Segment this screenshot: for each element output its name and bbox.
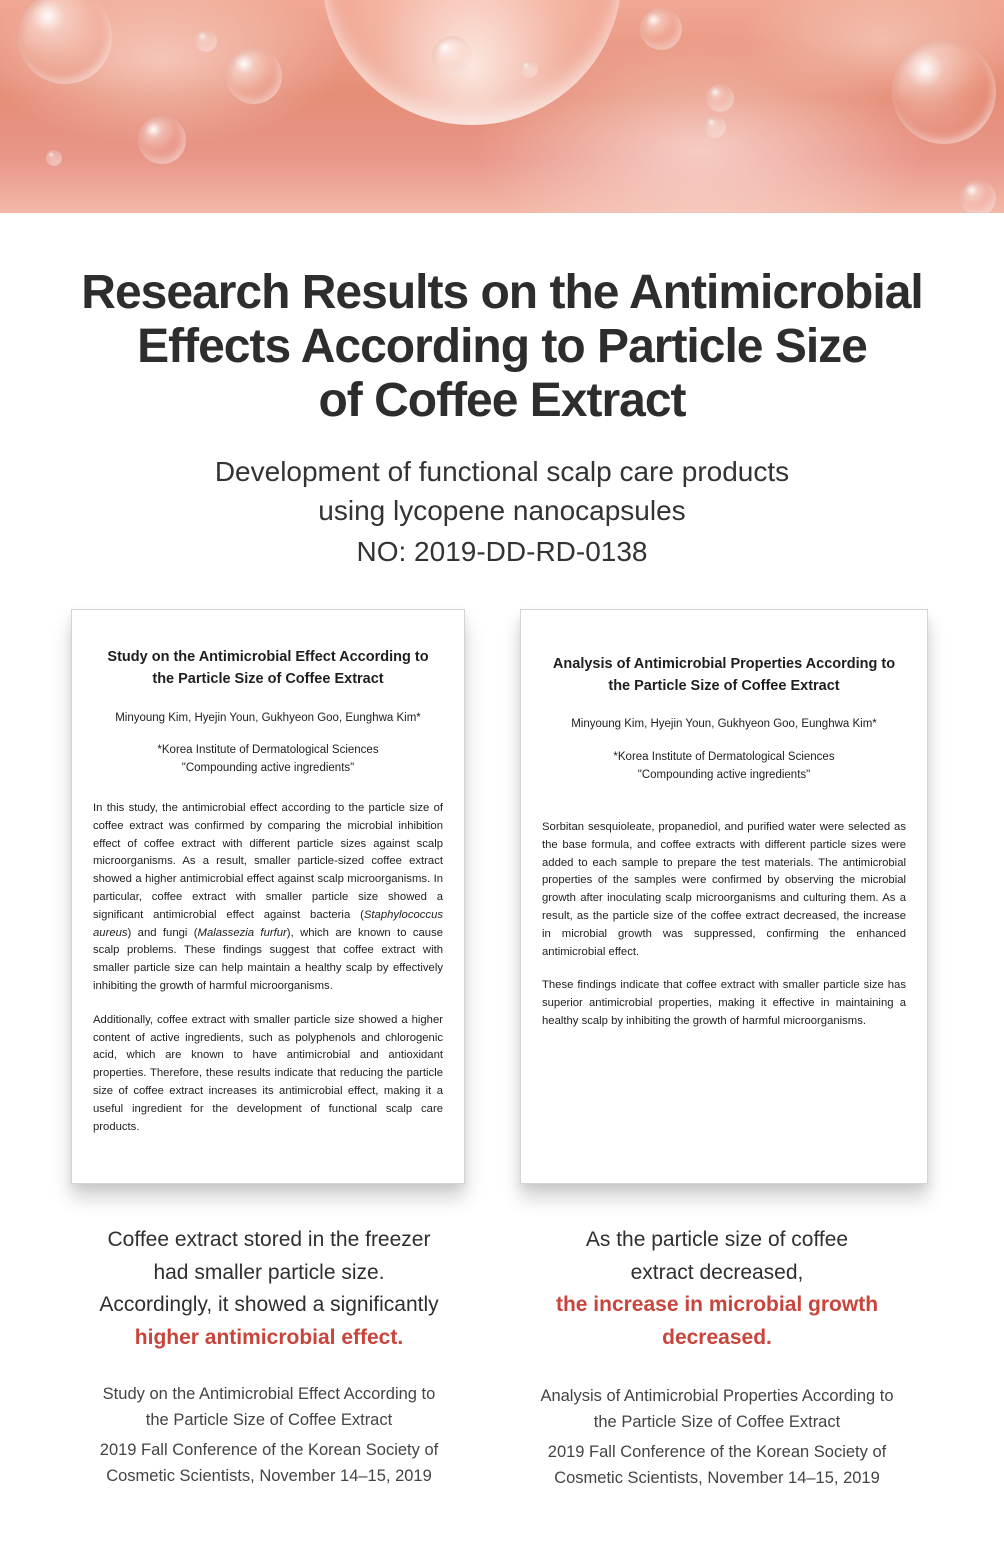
project-subtitle [0,452,1004,571]
affiliation-line: "Compounding active ingredients" [181,762,355,774]
citation-conference-line: Cosmetic Scientists, November 14–15, 2019 [554,1469,880,1487]
bubble-image [892,40,996,144]
summary-right [497,1224,937,1354]
paper-abstract [542,819,906,1031]
bubble-image [960,180,996,213]
paper-title-line: the Particle Size of Coffee Extract [608,678,840,694]
paper-affiliation [72,741,464,777]
paper-title-line: Analysis of Antimicrobial Properties According to [552,656,896,672]
citation-title-line: Study on the Antimicrobial Effect According to [102,1385,436,1403]
page-title-line: of Coffee Extract [318,374,686,427]
project-number: NO: 2019-DD-RD-0138 [356,536,648,567]
affiliation-line: *Korea Institute of Dermatological Sciences [613,751,835,763]
paper-title-line: Study on the Antimicrobial Effect According to [107,649,429,665]
citation-title-line: the Particle Size of Coffee Extract [145,1411,393,1429]
abstract-paragraph: Additionally, coffee extract with smaller particle size showed a higher content of active ingredients, such as polyphenols and chlorogenic acid, which are known to have antimicrobial and antioxidant properties. Therefore, these results indicate that reducing the particle size of coffee extract increases its antimicrobial effect, making it a useful ingredient for the development of functional scalp care products. [93,1013,443,1133]
citation-conference-line: Cosmetic Scientists, November 14–15, 2019 [106,1467,432,1485]
summary-line: had smaller particle size. [153,1260,385,1284]
affiliation-line: *Korea Institute of Dermatological Sciences [157,744,379,756]
paper-card-right [520,609,928,1184]
page-title-line: Research Results on the Antimicrobial [81,266,923,319]
summary-highlight: higher antimicrobial effect. [134,1325,404,1349]
citation-conference-line: 2019 Fall Conference of the Korean Society of [547,1443,887,1461]
bubble-image [18,0,112,84]
summary-line: Accordingly, it showed a significantly [99,1293,439,1316]
bubble-image [520,60,538,78]
bubble-image [706,84,734,112]
summary-left [49,1224,489,1354]
summary-line: extract decreased, [630,1260,804,1284]
paper-title [521,653,927,697]
abstract-paragraph: These findings indicate that coffee extract with smaller particle size has superior antimicrobial properties, making it effective in maintaining a healthy scalp by inhibiting the growth of harmful microorganisms. [542,979,906,1027]
hero-banner [0,0,1004,213]
summary-line: Coffee extract stored in the freezer [107,1228,431,1251]
serum-drop-image [322,0,622,125]
citation-title-line: the Particle Size of Coffee Extract [593,1413,841,1431]
subtitle-line: Development of functional scalp care products [214,456,790,487]
bubble-image [640,8,682,50]
subtitle-line: using lycopene nanocapsules [318,495,686,526]
summary-highlight: the increase in microbial growth [555,1293,879,1316]
paper-abstract [93,800,443,1136]
citation-conference [497,1439,937,1491]
bubble-image [226,48,282,104]
abstract-paragraph: Sorbitan sesquioleate, propanediol, and purified water were selected as the base formula, and coffee extracts with different particle sizes were added to each sample to prepare the test materials. The antimicrobial properties of the samples were confirmed by observing the microbial growth after inoculating scalp microorganisms and culturing them. As a result, as the particle size of the coffee extract decreased, the increase in microbial growth was suppressed, confirming the enhanced antimicrobial effect. [542,821,906,958]
paper-authors: Minyoung Kim, Hyejin Youn, Gukhyeon Goo, Eunghwa Kim* [571,718,877,730]
citation-left [49,1381,489,1489]
bubble-image [46,150,62,166]
citation-title-line: Analysis of Antimicrobial Properties According to [540,1387,894,1405]
citation-right [497,1383,937,1491]
page-title-line: Effects According to Particle Size [137,320,867,373]
bubble-image [138,116,186,164]
bubble-image [704,116,726,138]
paper-card-left [71,609,465,1184]
page-title [0,266,1004,428]
bubble-image [195,30,217,52]
paper-affiliation [521,748,927,784]
summary-line: As the particle size of coffee [585,1228,849,1251]
citation-conference [49,1437,489,1489]
paper-title [72,646,464,690]
summary-highlight: decreased. [662,1325,772,1349]
paper-authors: Minyoung Kim, Hyejin Youn, Gukhyeon Goo, Eunghwa Kim* [115,712,421,724]
bubble-image [432,36,472,76]
paper-title-line: the Particle Size of Coffee Extract [152,671,384,687]
abstract-paragraph: In this study, the antimicrobial effect according to the particle size of coffee extract was confirmed by comparing the microbial inhibition effect of coffee extract with different particle sizes against scalp microorganisms. As a result, smaller particle-sized coffee extract showed a higher antimicrobial effect against scalp microorganisms. In particular, coffee extract with smaller particle size showed a significant antimicrobial effect against bacteria (Staphylococcus aureus) and fungi (Malassezia furfur), which are known to cause scalp problems. These findings suggest that coffee extract with smaller particle size can help maintain a healthy scalp by effectively inhibiting the growth of harmful microorganisms. [93,802,443,992]
affiliation-line: "Compounding active ingredients" [637,769,811,781]
citation-conference-line: 2019 Fall Conference of the Korean Society of [99,1441,439,1459]
